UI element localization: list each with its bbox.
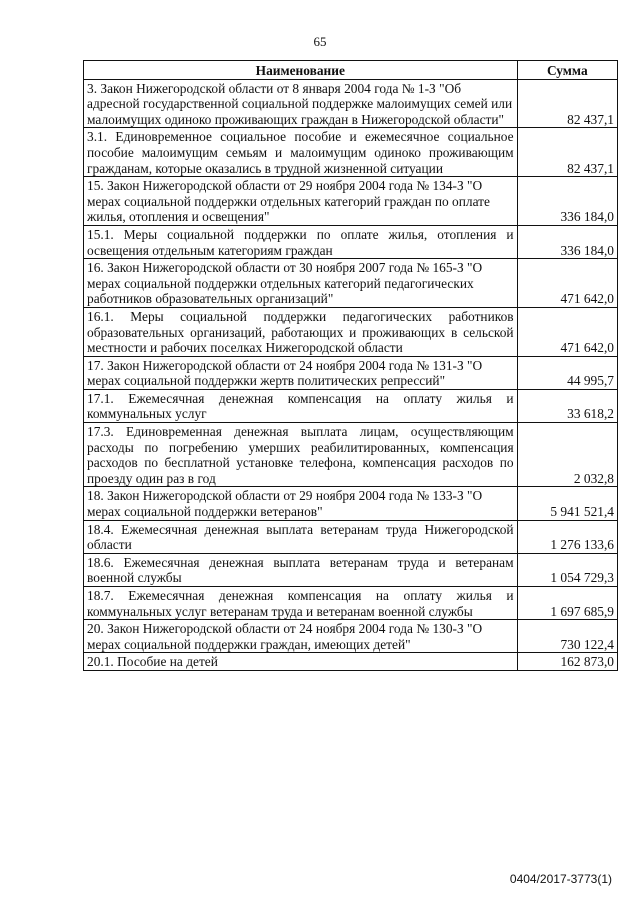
table-row	[84, 79, 618, 128]
budget-table	[83, 60, 618, 671]
row-name: 17.1. Ежемесячная денежная компенсация на оплату жилья и коммунальных услуг	[84, 389, 518, 422]
table-row	[84, 177, 618, 226]
table-row	[84, 225, 618, 258]
row-sum: 2 032,8	[517, 423, 617, 487]
table-row	[84, 620, 618, 653]
row-sum: 5 941 521,4	[517, 487, 617, 520]
row-sum: 162 873,0	[517, 653, 617, 671]
row-sum: 336 184,0	[517, 177, 617, 226]
row-name: 20. Закон Нижегородской области от 24 ноября 2004 года № 130-З "О мерах социальной поддержки граждан, имеющих детей"	[84, 620, 518, 653]
row-name: 20.1. Пособие на детей	[84, 653, 518, 671]
row-sum: 33 618,2	[517, 389, 617, 422]
row-sum: 1 276 133,6	[517, 520, 617, 553]
row-sum: 82 437,1	[517, 128, 617, 177]
row-name: 18.6. Ежемесячная денежная выплата ветеранам труда и ветеранам военной службы	[84, 553, 518, 586]
table-row	[84, 587, 618, 620]
table-row	[84, 259, 618, 308]
table-row	[84, 128, 618, 177]
table-row	[84, 553, 618, 586]
table-row	[84, 356, 618, 389]
header-name: Наименование	[84, 61, 518, 80]
row-sum: 336 184,0	[517, 225, 617, 258]
row-name: 15.1. Меры социальной поддержки по оплате жилья, отопления и освещения отдельным категориям граждан	[84, 225, 518, 258]
table-row	[84, 487, 618, 520]
table-header-row	[84, 61, 618, 80]
row-name: 15. Закон Нижегородской области от 29 ноября 2004 года № 134-З "О мерах социальной поддержки отдельных категорий граждан по оплате жилья, отопления и освещения"	[84, 177, 518, 226]
table-row	[84, 389, 618, 422]
row-name: 18.7. Ежемесячная денежная компенсация на оплату жилья и коммунальных услуг ветеранам труда и ветеранам военной службы	[84, 587, 518, 620]
row-name: 16.1. Меры социальной поддержки педагогических работников образовательных организаций, работающих и проживающих в сельской местности и рабочих поселках Нижегородской области	[84, 307, 518, 356]
row-sum: 1 697 685,9	[517, 587, 617, 620]
row-name: 17. Закон Нижегородской области от 24 ноября 2004 года № 131-З "О мерах социальной поддержки жертв политических репрессий"	[84, 356, 518, 389]
row-sum: 44 995,7	[517, 356, 617, 389]
row-sum: 471 642,0	[517, 307, 617, 356]
table-row	[84, 520, 618, 553]
row-sum: 1 054 729,3	[517, 553, 617, 586]
row-name: 3.1. Единовременное социальное пособие и ежемесячное социальное пособие малоимущим семьям и малоимущим одиноко проживающим гражданам, которые оказались в трудной жизненной ситуации	[84, 128, 518, 177]
row-sum: 82 437,1	[517, 79, 617, 128]
table-row	[84, 653, 618, 671]
table-row	[84, 307, 618, 356]
row-name: 3. Закон Нижегородской области от 8 января 2004 года № 1-З "Об адресной государственной социальной поддержке малоимущих семей или малоимущих одиноко проживающих граждан в Нижегородской области"	[84, 79, 518, 128]
table-row	[84, 423, 618, 487]
page-number: 65	[313, 34, 327, 49]
row-sum: 471 642,0	[517, 259, 617, 308]
row-name: 16. Закон Нижегородской области от 30 ноября 2007 года № 165-З "О мерах социальной поддержки отдельных категорий педагогических работников образовательных организаций"	[84, 259, 518, 308]
row-name: 17.3. Единовременная денежная выплата лицам, осуществляющим расходы по погребению умерших реабилитированных, компенсация расходов по бесплатной установке телефона, компенсация расходов по проезду один раз в год	[84, 423, 518, 487]
table-body	[84, 79, 618, 670]
header-sum: Сумма	[517, 61, 617, 80]
row-name: 18.4. Ежемесячная денежная выплата ветеранам труда Нижегородской области	[84, 520, 518, 553]
row-name: 18. Закон Нижегородской области от 29 ноября 2004 года № 133-З "О мерах социальной поддержки ветеранов"	[84, 487, 518, 520]
document-code: 0404/2017-3773(1)	[509, 872, 612, 886]
row-sum: 730 122,4	[517, 620, 617, 653]
